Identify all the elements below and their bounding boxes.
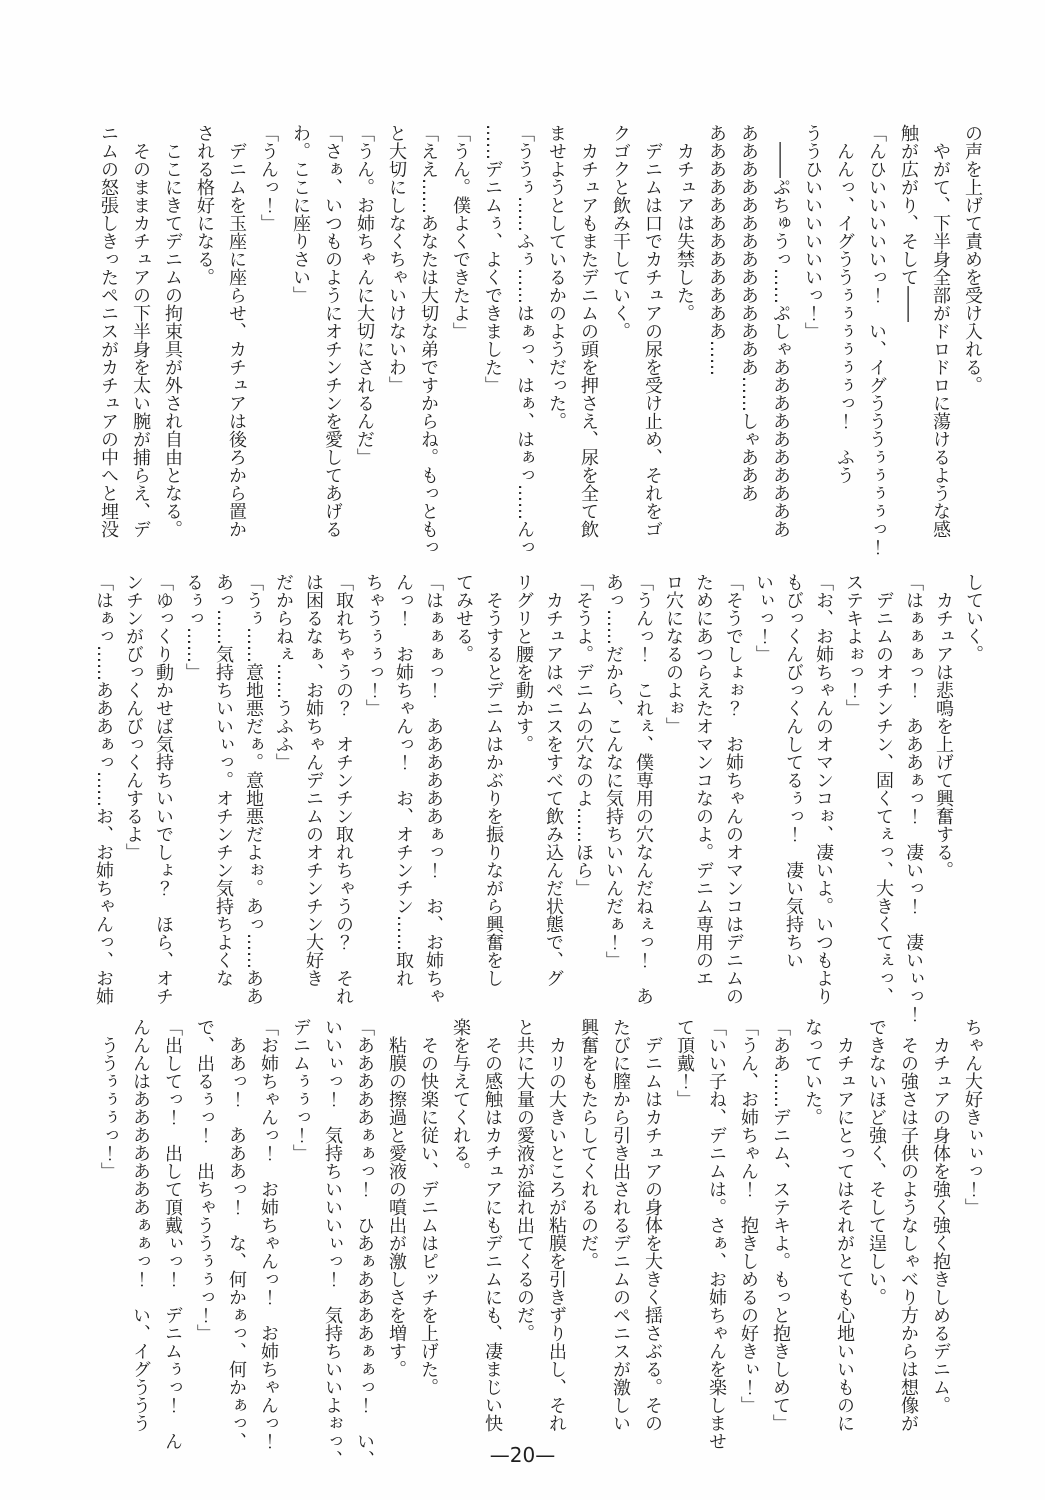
text-column: 粘膜の擦過と愛液の噴出が激しさを増す。 xyxy=(386,1018,407,1378)
text-column: んんっ、イグううぅぅぅぅぅぅっ！ ふう xyxy=(834,124,855,484)
text-column: その感触はカチュアにもデニムにも、凄まじい快 xyxy=(482,1018,503,1432)
text-column: カチュアにとってはそれがとても心地いいものに xyxy=(834,1018,855,1432)
text-column: 「いい子ね、デニムは。さぁ、お姉ちゃんを楽しませ xyxy=(706,1018,727,1450)
text-column: カチュアはペニスをすべて飲み込んだ状態で、グ xyxy=(543,573,564,987)
text-column: その快楽に従い、デニムはピッチを上げた。 xyxy=(418,1018,439,1396)
text-column: 「うぅ……意地悪だぁ。意地悪だよぉ。あっ……ああ xyxy=(243,573,264,1005)
text-column: 楽を与えてくれる。 xyxy=(450,1018,471,1180)
text-column: 「うんっ！」 xyxy=(258,124,279,232)
text-column: ああっ！ あああっ！ な、何かぁっ、何かぁっ、 xyxy=(226,1018,247,1450)
text-column: あっ……気持ちいいぃっ。オチンチン気持ちよくな xyxy=(213,573,234,987)
text-column: ――ぷちゅうっ……ぷしゃああああああああああ xyxy=(770,124,791,538)
text-column: だからねぇ……うふふ」 xyxy=(273,573,294,771)
text-column: て頂戴！」 xyxy=(674,1018,695,1108)
text-column: その強さは子供のようなしゃべり方からは想像が xyxy=(898,1018,919,1432)
text-column: デニムのオチンチン、固くてぇっ、大きくてぇっ、 xyxy=(873,573,894,1005)
text-column: ここにきてデニムの拘束具が外され自由となる。 xyxy=(162,124,183,538)
text-column: いいぃっ！ 気持ちいいいぃっ！ 気持ちいいよぉっ、 xyxy=(322,1018,343,1468)
text-column: リグリと腰を動かす。 xyxy=(513,573,534,753)
text-column: 「取れちゃうの？ オチンチン取れちゃうの？ それ xyxy=(333,573,354,1005)
text-column: 「さぁ、いつものようにオチンチンを愛してあげる xyxy=(322,124,343,538)
text-column: 「はぁぁぁっ！ あああぁっ！ 凄いっ！ 凄いぃっ！ xyxy=(903,573,924,1023)
text-column: ううひいいいいいいっ！」 xyxy=(802,124,823,340)
page-number: —20— xyxy=(489,1443,556,1467)
text-column: ……デニムぅ、よくできました」 xyxy=(482,124,503,394)
text-column: んっ！ お姉ちゃんっ！ お、オチンチン……取れ xyxy=(393,573,414,987)
text-column: カチュアの身体を強く強く抱きしめるデニム。 xyxy=(930,1018,951,1414)
text-column: てみせる。 xyxy=(453,573,474,663)
text-column: していく。 xyxy=(963,573,984,663)
text-column: カチュアは悲鳴を上げて興奮する。 xyxy=(933,573,954,879)
text-column: あっ……だから、こんなに気持ちいいんだぁ！」 xyxy=(603,573,624,969)
text-column: ためにあつらえたオマンコなのよ。デニム専用のエ xyxy=(693,573,714,987)
text-column: 「出してっ！ 出して頂戴ぃっ！ デニムぅっ！ ん xyxy=(162,1018,183,1450)
text-column: わ。ここに座りさい」 xyxy=(290,124,311,304)
text-column: と共に大量の愛液が溢れ出てくるのだ。 xyxy=(514,1018,535,1342)
text-section-top xyxy=(92,124,988,570)
text-column: なっていた。 xyxy=(802,1018,823,1126)
text-column: 「そうよ。デニムの穴なのよ……ほら」 xyxy=(573,573,594,897)
text-column: んんんはあああああああぁぁっ！ い、イグううう xyxy=(130,1018,151,1432)
text-column: の声を上げて責めを受け入れる。 xyxy=(962,124,983,394)
text-section-bottom xyxy=(92,1018,988,1468)
text-column: デニムぅぅっ！」 xyxy=(290,1018,311,1162)
text-column: 「うん。僕よくできたよ」 xyxy=(450,124,471,340)
text-column: 「ううぅ……ふぅ……はぁっ、はぁ、はぁっ……んっ xyxy=(514,124,535,556)
text-column: カチュアは失禁した。 xyxy=(674,124,695,322)
text-column: は困るなぁ、お姉ちゃんデニムのオチンチン大好き xyxy=(303,573,324,987)
text-column: そのままカチュアの下半身を太い腕が捕らえ、デ xyxy=(130,124,151,538)
text-column: 触が広がり、そして―― xyxy=(898,124,919,322)
text-column: カリの大きいところが粘膜を引きずり出し、それ xyxy=(546,1018,567,1432)
text-column: もびっくんびっくんしてるぅっ！ 凄い気持ちい xyxy=(783,573,804,969)
text-column: るぅっ……」 xyxy=(183,573,204,681)
text-column: ちゃうぅぅっ！」 xyxy=(363,573,384,717)
text-column: ステキよぉっ！」 xyxy=(843,573,864,717)
text-column: 「そうでしょぉ？ お姉ちゃんのオマンコはデニムの xyxy=(723,573,744,1005)
text-column: 「うんっ！ これぇ、僕専用の穴なんだねぇっ！ あ xyxy=(633,573,654,1005)
text-column: やがて、下半身全部がドロドロに蕩けるような感 xyxy=(930,124,951,538)
text-column: 「はぁっ……あああぁっ……お、お姉ちゃんっ、お姉 xyxy=(93,573,114,1005)
text-column: ンチンがびっくんびっくんするよ」 xyxy=(123,573,144,861)
text-column: 「うん。お姉ちゃんに大切にされるんだ」 xyxy=(354,124,375,466)
text-column: ニムの怒張しきったペニスがカチュアの中へと埋没 xyxy=(98,124,119,538)
text-column: カチュアもまたデニムの頭を押さえ、尿を全て飲 xyxy=(578,124,599,538)
text-column: ロ穴になるのよぉ」 xyxy=(663,573,684,735)
text-column: できないほど強く、そして逞しい。 xyxy=(866,1018,887,1306)
text-column: と大切にしなくちゃいけないわ」 xyxy=(386,124,407,394)
text-column: で、出るぅっ！ 出ちゃううぅぅっ！」 xyxy=(194,1018,215,1342)
text-column: される格好になる。 xyxy=(194,124,215,286)
text-column: 「ええ……あなたは大切な弟ですからね。もっともっ xyxy=(418,124,439,556)
text-column: 「んひいいいいいっ！ い、イグうううぅぅぅぅっ！ xyxy=(866,124,887,556)
text-section-middle xyxy=(88,573,988,1023)
text-column: 「あああああぁぁっ！ ひあぁああああぁぁっ！ い、 xyxy=(354,1018,375,1468)
text-column: ああああああああああああ…… xyxy=(706,124,727,376)
text-column: ああああああああああああああ……しゃあああ xyxy=(738,124,759,502)
text-column: デニムは口でカチュアの尿を受け止め、それをゴ xyxy=(642,124,663,538)
text-column: そうするとデニムはかぶりを振りながら興奮をし xyxy=(483,573,504,987)
text-column: 「はぁぁぁっ！ ああああああぁっ！ お、お姉ちゃ xyxy=(423,573,444,1005)
text-column: 「お、お姉ちゃんのオマンコぉ、凄いよ。いつもより xyxy=(813,573,834,1005)
text-column: ませようとしているかのようだった。 xyxy=(546,124,567,430)
text-column: いぃっ！」 xyxy=(753,573,774,663)
text-column: デニムはカチュアの身体を大きく揺さぶる。その xyxy=(642,1018,663,1432)
text-column: たびに膣から引き出されるデニムのペニスが激しい xyxy=(610,1018,631,1432)
text-column: 「ああ……デニム、ステキよ。もっと抱きしめて」 xyxy=(770,1018,791,1432)
text-column: 興奮をもたらしてくれるのだ。 xyxy=(578,1018,599,1270)
text-column: 「うん、お姉ちゃん！ 抱きしめるの好きぃ！」 xyxy=(738,1018,759,1414)
text-column: 「お姉ちゃんっ！ お姉ちゃんっ！ お姉ちゃんっ！ xyxy=(258,1018,279,1450)
text-column: クゴクと飲み干していく。 xyxy=(610,124,631,340)
text-column: デニムを玉座に座らせ、カチュアは後ろから置か xyxy=(226,124,247,538)
text-column: 「ゆっくり動かせば気持ちいいでしょ？ ほら、オチ xyxy=(153,573,174,1005)
text-column: ううぅぅぅっ！」 xyxy=(98,1018,119,1180)
text-column: ちゃん大好きぃぃっ！」 xyxy=(962,1018,983,1216)
